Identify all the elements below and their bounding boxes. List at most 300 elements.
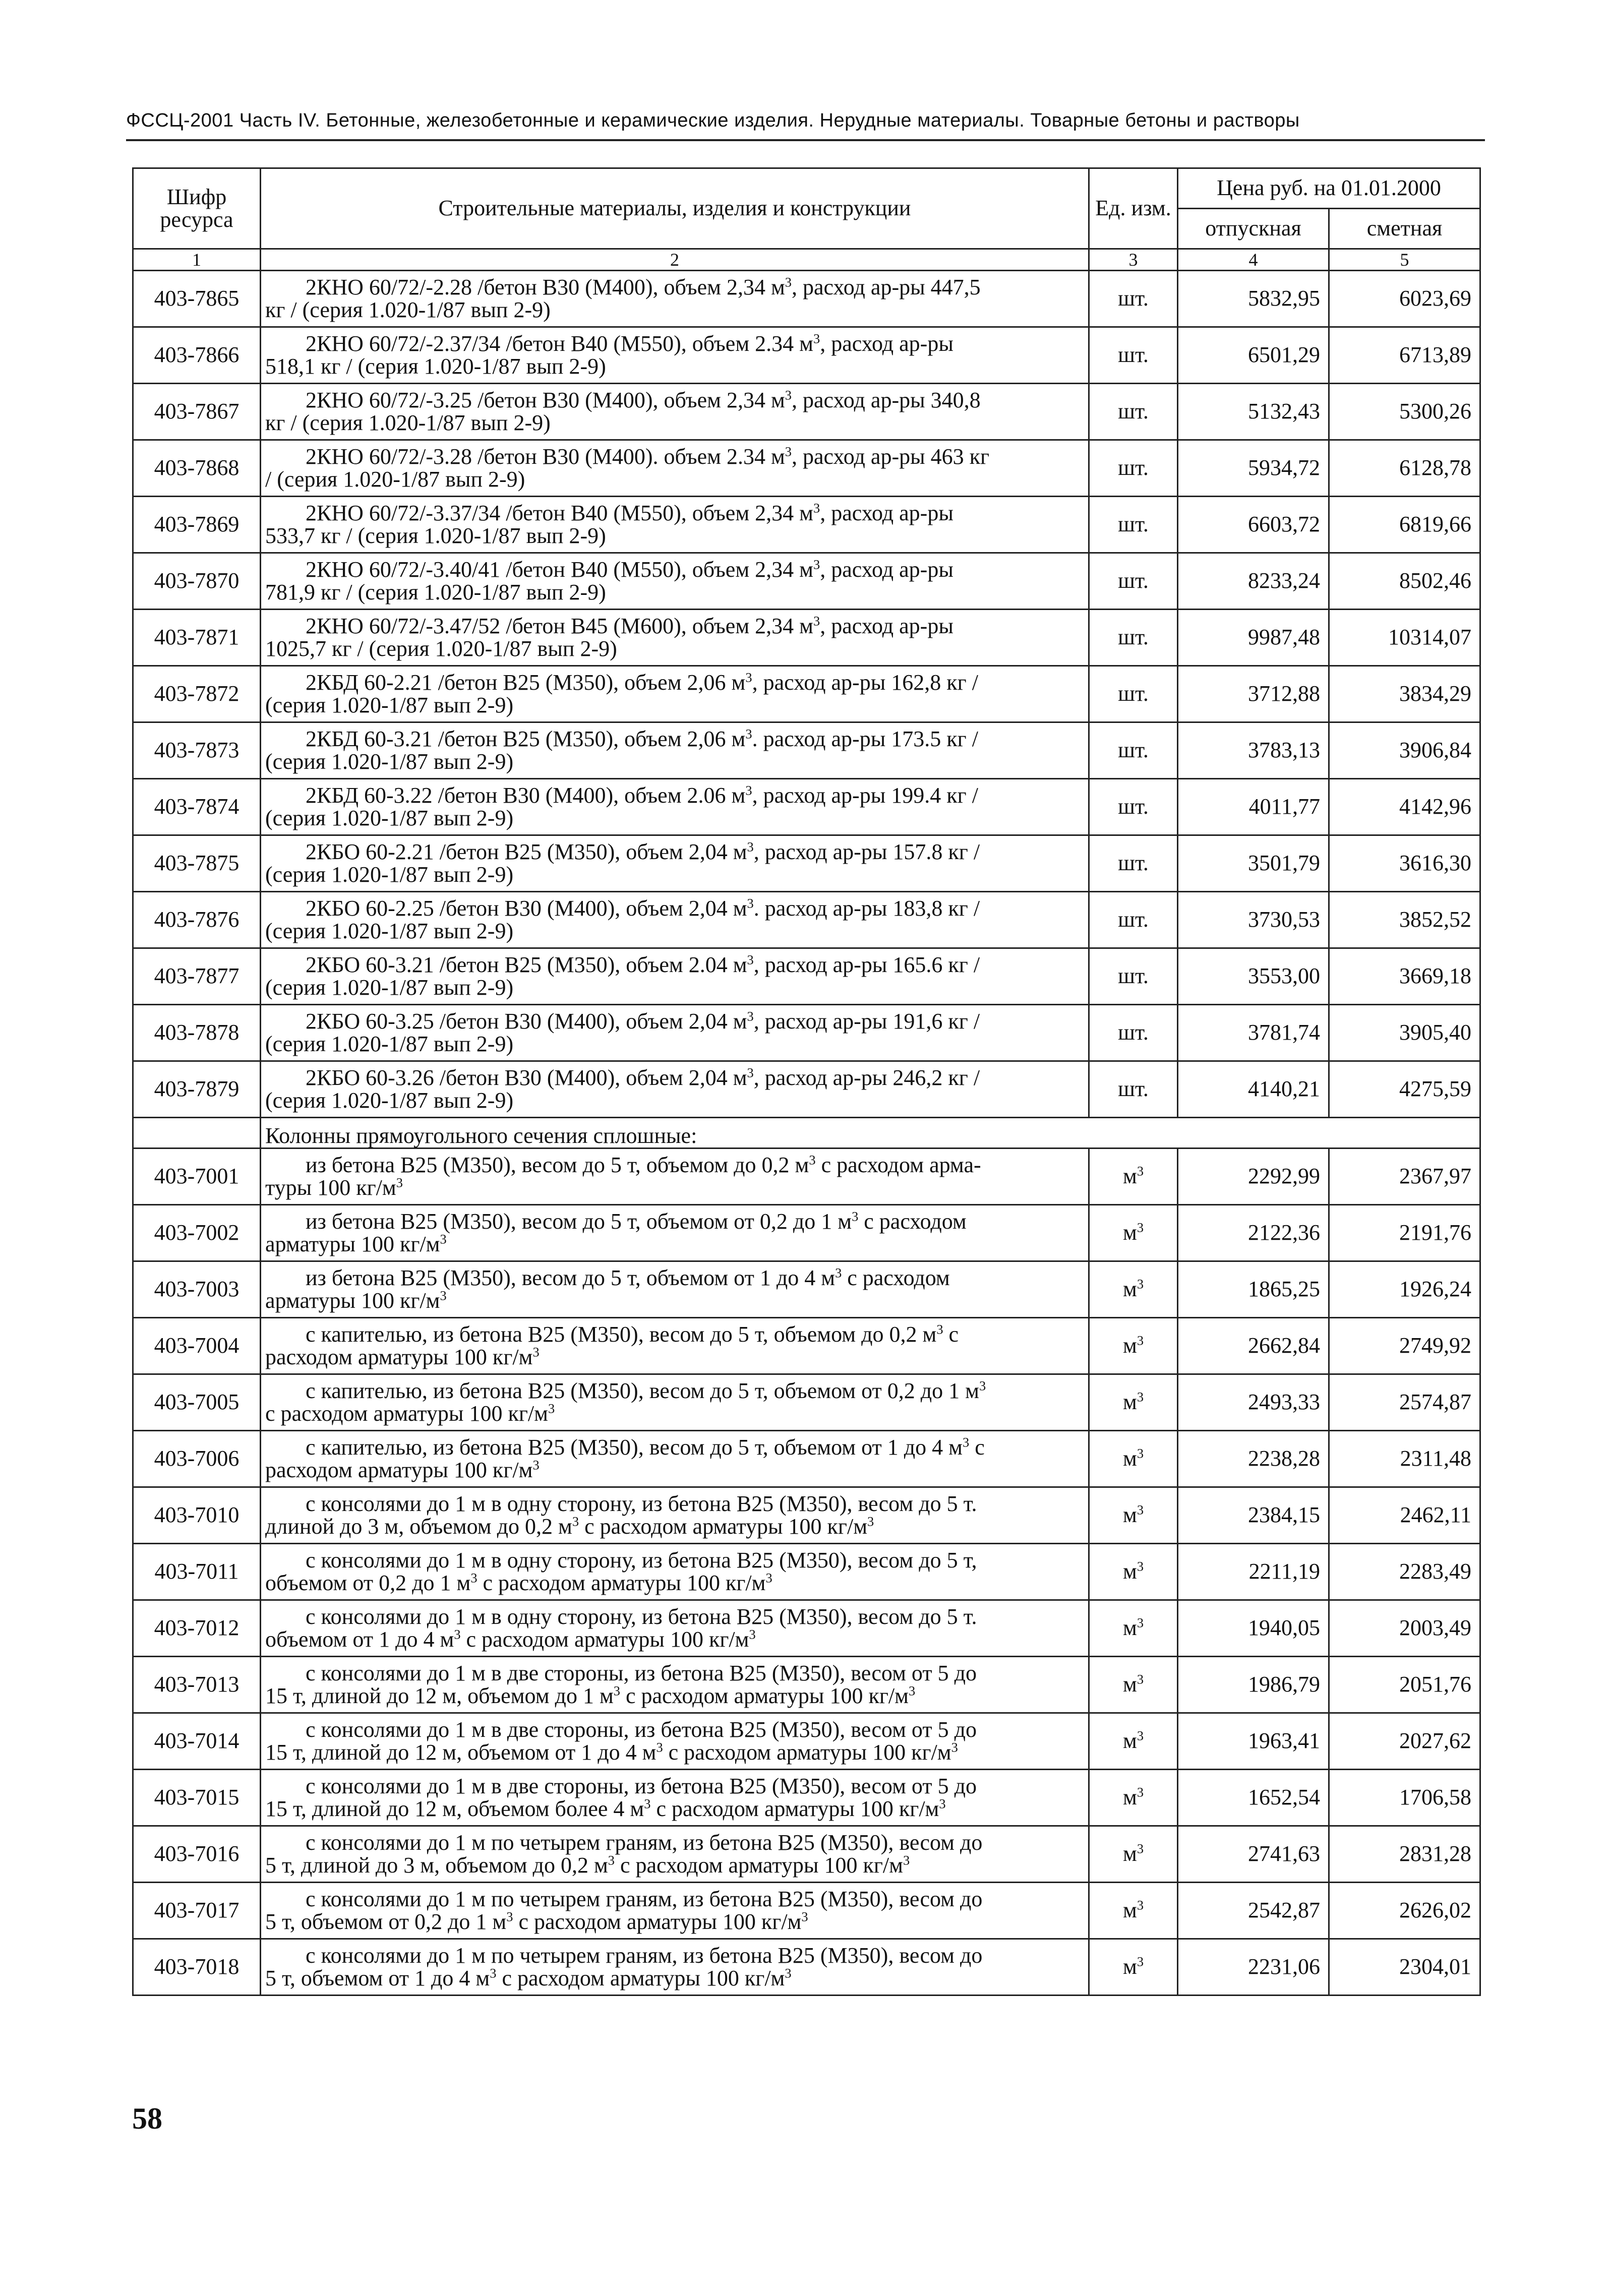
resource-code-text: 403-7004 bbox=[154, 1333, 240, 1358]
estimate-price-value: 3616,30 bbox=[1399, 851, 1471, 876]
unit-of-measure bbox=[1089, 1005, 1178, 1061]
name-text: (серия 1.020-1/87 вып 2-9) bbox=[265, 862, 514, 887]
name-text: 2КНО 60/72/-3.40/41 /бетон В40 (М550), объем 2,34 м bbox=[306, 557, 814, 582]
estimate-price bbox=[1329, 553, 1480, 610]
table-row bbox=[133, 892, 1480, 948]
superscript: 3 bbox=[785, 443, 792, 459]
unit-of-measure bbox=[1089, 1713, 1178, 1770]
estimate-price-value: 2626,02 bbox=[1399, 1898, 1471, 1923]
unit-text: м bbox=[1122, 1954, 1137, 1979]
table-row bbox=[133, 948, 1480, 1005]
unit-of-measure bbox=[1089, 553, 1178, 610]
superscript: 3 bbox=[1137, 1841, 1144, 1856]
name-text: , расход ар-ры 199.4 кг / bbox=[752, 782, 978, 808]
release-price bbox=[1178, 1261, 1329, 1318]
header-code: Шифр ресурса bbox=[133, 168, 261, 249]
unit-of-measure bbox=[1089, 610, 1178, 666]
name-line-1 bbox=[265, 1010, 1082, 1033]
estimate-price-value: 3669,18 bbox=[1399, 963, 1471, 989]
superscript: 3 bbox=[506, 1908, 513, 1924]
release-price bbox=[1178, 271, 1329, 327]
name-text: с расходом bbox=[842, 1265, 950, 1290]
name-text: , расход ар-ры 157.8 кг / bbox=[753, 839, 980, 864]
name-text: , расход ар-ры 340,8 bbox=[792, 387, 981, 412]
column-number: 5 bbox=[1329, 249, 1480, 271]
table-row bbox=[133, 1600, 1480, 1657]
name-text: арматуры 100 кг/м bbox=[265, 1231, 440, 1256]
name-text: , расход ар-ры 246,2 кг / bbox=[753, 1065, 980, 1090]
name-text: 533,7 кг / (серия 1.020-1/87 вып 2-9) bbox=[265, 523, 606, 548]
name-text: с bbox=[969, 1434, 985, 1460]
resource-code bbox=[133, 1005, 261, 1061]
unit-of-measure bbox=[1089, 1544, 1178, 1600]
name-text: (серия 1.020-1/87 вып 2-9) bbox=[265, 749, 514, 774]
superscript: 3 bbox=[908, 1682, 916, 1698]
name-line-1 bbox=[265, 1493, 1082, 1516]
estimate-price bbox=[1329, 1261, 1480, 1318]
table-row bbox=[133, 666, 1480, 722]
estimate-price bbox=[1329, 1883, 1480, 1939]
resource-name bbox=[261, 497, 1089, 553]
resource-name bbox=[261, 1939, 1089, 1996]
release-price bbox=[1178, 1657, 1329, 1713]
release-price-value: 2238,28 bbox=[1248, 1446, 1320, 1471]
unit-text: шт. bbox=[1118, 907, 1149, 932]
name-text: , расход ар-ры 191,6 кг / bbox=[753, 1008, 980, 1034]
unit-of-measure bbox=[1089, 1205, 1178, 1261]
name-line-1 bbox=[265, 1064, 1082, 1090]
name-text: с капителью, из бетона В25 (М350), весом до 5 т, объемом от 1 до 4 м bbox=[306, 1434, 963, 1460]
name-line-1 bbox=[265, 1154, 1082, 1177]
name-text: с консолями до 1 м в две стороны, из бетона В25 (М350), весом от 5 до bbox=[306, 1660, 977, 1685]
superscript: 3 bbox=[979, 1377, 986, 1393]
name-line-1 bbox=[265, 1888, 1082, 1911]
unit-text: шт. bbox=[1118, 738, 1149, 763]
name-line-2 bbox=[265, 920, 1082, 943]
unit-text: м bbox=[1122, 1728, 1137, 1754]
name-text: с консолями до 1 м в одну сторону, из бетона В25 (М350), весом до 5 т, bbox=[306, 1547, 977, 1573]
name-line-2 bbox=[265, 1087, 1082, 1113]
resource-name bbox=[261, 1770, 1089, 1826]
column-number: 3 bbox=[1089, 249, 1178, 271]
resource-code bbox=[133, 1713, 261, 1770]
header-rule bbox=[126, 139, 1485, 141]
estimate-price bbox=[1329, 1939, 1480, 1996]
unit-text: м bbox=[1122, 1898, 1137, 1923]
table-row bbox=[133, 271, 1480, 327]
estimate-price bbox=[1329, 1600, 1480, 1657]
resource-code-text: 403-7872 bbox=[154, 681, 240, 706]
release-price-value: 2741,63 bbox=[1248, 1841, 1320, 1866]
estimate-price bbox=[1329, 1149, 1480, 1205]
release-price-value: 3553,00 bbox=[1248, 963, 1320, 989]
name-text: с консолями до 1 м по четырем граням, из бетона В25 (М350), весом до bbox=[306, 1830, 983, 1855]
page-number: 58 bbox=[132, 2102, 162, 2135]
superscript: 3 bbox=[813, 500, 820, 515]
name-text: . расход ар-ры 173.5 кг / bbox=[752, 726, 978, 751]
name-line-2 bbox=[265, 1033, 1082, 1056]
name-text: с консолями до 1 м по четырем граням, из бетона В25 (М350), весом до bbox=[306, 1886, 983, 1911]
estimate-price-value: 10314,07 bbox=[1388, 625, 1471, 650]
column-number-row bbox=[133, 249, 1480, 271]
table-row bbox=[133, 1005, 1480, 1061]
superscript: 3 bbox=[801, 1908, 808, 1924]
resource-code-text: 403-7013 bbox=[154, 1672, 240, 1697]
name-line-2 bbox=[265, 1400, 1082, 1426]
table-row bbox=[133, 1939, 1480, 1996]
estimate-price bbox=[1329, 1431, 1480, 1487]
estimate-price bbox=[1329, 497, 1480, 553]
estimate-price bbox=[1329, 722, 1480, 779]
name-text: 5 т, объемом от 0,2 до 1 м bbox=[265, 1909, 507, 1934]
estimate-price-value: 6128,78 bbox=[1399, 455, 1471, 480]
resource-name bbox=[261, 1487, 1089, 1544]
name-text: , расход ар-ры bbox=[820, 500, 953, 525]
superscript: 3 bbox=[747, 951, 754, 967]
unit-text: м bbox=[1122, 1841, 1137, 1866]
column-number: 4 bbox=[1178, 249, 1329, 271]
unit-of-measure bbox=[1089, 892, 1178, 948]
name-text: , расход ар-ры 162,8 кг / bbox=[752, 670, 978, 695]
name-text: 2КНО 60/72/-2.28 /бетон В30 (М400), объем 2,34 м bbox=[306, 274, 785, 299]
name-text: 2КБД 60-2.21 /бетон В25 (М350), объем 2,06 м bbox=[306, 670, 746, 695]
superscript: 3 bbox=[1137, 1445, 1144, 1461]
superscript: 3 bbox=[785, 274, 792, 289]
name-text: (серия 1.020-1/87 вып 2-9) bbox=[265, 975, 514, 1000]
table-row bbox=[133, 1883, 1480, 1939]
unit-text: шт. bbox=[1118, 963, 1149, 989]
name-line-1 bbox=[265, 389, 1082, 412]
estimate-price-value: 1926,24 bbox=[1399, 1277, 1471, 1302]
unit-text: м bbox=[1122, 1559, 1137, 1584]
unit-text: шт. bbox=[1118, 625, 1149, 650]
name-text: 781,9 кг / (серия 1.020-1/87 вып 2-9) bbox=[265, 579, 606, 605]
release-price bbox=[1178, 1939, 1329, 1996]
superscript: 3 bbox=[1137, 1728, 1144, 1743]
header-estimate-price: сметная bbox=[1329, 209, 1480, 249]
resource-name bbox=[261, 666, 1089, 722]
superscript: 3 bbox=[813, 613, 820, 628]
estimate-price-value: 2191,76 bbox=[1399, 1220, 1471, 1245]
resource-code bbox=[133, 440, 261, 497]
unit-text: м bbox=[1122, 1333, 1137, 1358]
name-line-2 bbox=[265, 1741, 1082, 1764]
release-price bbox=[1178, 948, 1329, 1005]
resource-code-text: 403-7867 bbox=[154, 399, 240, 424]
release-price bbox=[1178, 1883, 1329, 1939]
release-price-value: 4140,21 bbox=[1248, 1076, 1320, 1102]
estimate-price-value: 8502,46 bbox=[1399, 568, 1471, 593]
superscript: 3 bbox=[809, 1152, 816, 1167]
estimate-price-value: 6819,66 bbox=[1399, 512, 1471, 537]
name-line-1 bbox=[265, 502, 1082, 525]
name-text: с расходом арматуры 100 кг/м bbox=[615, 1852, 903, 1878]
estimate-price-value: 2831,28 bbox=[1399, 1841, 1471, 1866]
estimate-price bbox=[1329, 1374, 1480, 1431]
superscript: 3 bbox=[745, 782, 752, 798]
name-line-1 bbox=[265, 1436, 1082, 1459]
estimate-price-value: 3906,84 bbox=[1399, 738, 1471, 763]
release-price-value: 3730,53 bbox=[1248, 907, 1320, 932]
unit-text: м bbox=[1122, 1220, 1137, 1245]
section-row bbox=[133, 1118, 1480, 1149]
resource-code-text: 403-7878 bbox=[154, 1020, 240, 1045]
name-text: с консолями до 1 м в одну сторону, из бетона В25 (М350), весом до 5 т. bbox=[306, 1604, 977, 1629]
name-line-2 bbox=[265, 299, 1082, 322]
release-price-value: 2231,06 bbox=[1248, 1954, 1320, 1979]
release-price bbox=[1178, 1487, 1329, 1544]
resource-code bbox=[133, 1600, 261, 1657]
resource-name bbox=[261, 1883, 1089, 1939]
superscript: 3 bbox=[470, 1569, 478, 1585]
unit-of-measure bbox=[1089, 1149, 1178, 1205]
resource-name bbox=[261, 553, 1089, 610]
resource-code bbox=[133, 1770, 261, 1826]
name-line-2 bbox=[265, 807, 1082, 830]
superscript: 3 bbox=[440, 1287, 447, 1303]
name-line-2 bbox=[265, 1908, 1082, 1934]
superscript: 3 bbox=[1137, 1502, 1144, 1518]
release-price bbox=[1178, 327, 1329, 384]
release-price bbox=[1178, 1770, 1329, 1826]
name-text: 15 т, длиной до 12 м, объемом более 4 м bbox=[265, 1796, 644, 1821]
unit-text: шт. bbox=[1118, 512, 1149, 537]
unit-of-measure bbox=[1089, 1261, 1178, 1318]
resource-code-text: 403-7871 bbox=[154, 625, 240, 650]
section-title: Колонны прямоугольного сечения сплошные: bbox=[261, 1118, 1480, 1149]
release-price-value: 1986,79 bbox=[1248, 1672, 1320, 1697]
name-text: 5 т, объемом от 1 до 4 м bbox=[265, 1965, 490, 1990]
resource-name bbox=[261, 1713, 1089, 1770]
name-text: 2КБД 60-3.22 /бетон В30 (М400), объем 2.06 м bbox=[306, 782, 746, 808]
release-price-value: 2662,84 bbox=[1248, 1333, 1320, 1358]
name-line-1 bbox=[265, 1606, 1082, 1628]
name-line-2 bbox=[265, 1682, 1082, 1708]
name-line-2 bbox=[265, 1513, 1082, 1539]
resource-name bbox=[261, 1318, 1089, 1374]
name-text: 2КБО 60-2.25 /бетон В30 (М400), объем 2,04 м bbox=[306, 895, 747, 921]
resource-code bbox=[133, 1061, 261, 1118]
resource-name bbox=[261, 1826, 1089, 1883]
table-row bbox=[133, 1261, 1480, 1318]
resource-code-text: 403-7014 bbox=[154, 1728, 240, 1754]
estimate-price-value: 6713,89 bbox=[1399, 342, 1471, 368]
estimate-price bbox=[1329, 1770, 1480, 1826]
resource-code bbox=[133, 1374, 261, 1431]
resource-code bbox=[133, 1939, 261, 1996]
unit-of-measure bbox=[1089, 1883, 1178, 1939]
name-line-1 bbox=[265, 728, 1082, 751]
name-text: с bbox=[943, 1321, 959, 1347]
release-price-value: 6501,29 bbox=[1248, 342, 1320, 368]
superscript: 3 bbox=[1137, 1784, 1144, 1800]
name-text: с расходом арматуры 100 кг/м bbox=[579, 1514, 868, 1539]
superscript: 3 bbox=[608, 1852, 615, 1867]
superscript: 3 bbox=[747, 1064, 754, 1080]
name-line-2 bbox=[265, 1854, 1082, 1877]
unit-of-measure bbox=[1089, 497, 1178, 553]
superscript: 3 bbox=[548, 1400, 555, 1416]
unit-of-measure bbox=[1089, 948, 1178, 1005]
column-number: 2 bbox=[261, 249, 1089, 271]
name-line-2 bbox=[265, 1233, 1082, 1256]
superscript: 3 bbox=[396, 1174, 403, 1190]
release-price bbox=[1178, 1205, 1329, 1261]
name-line-1 bbox=[265, 1208, 1082, 1234]
release-price bbox=[1178, 779, 1329, 835]
resource-code bbox=[133, 1544, 261, 1600]
name-text: 2КБД 60-3.21 /бетон В25 (М350), объем 2,06 м bbox=[306, 726, 746, 751]
resource-name bbox=[261, 722, 1089, 779]
estimate-price-value: 1706,58 bbox=[1399, 1785, 1471, 1810]
name-text: 15 т, длиной до 12 м, объемом до 1 м bbox=[265, 1683, 614, 1708]
release-price bbox=[1178, 1713, 1329, 1770]
name-line-2 bbox=[265, 638, 1082, 660]
release-price-value: 2384,15 bbox=[1248, 1502, 1320, 1528]
name-line-1 bbox=[265, 1719, 1082, 1741]
section-empty-cell bbox=[133, 1118, 261, 1149]
name-line-1 bbox=[265, 951, 1082, 977]
resource-code-text: 403-7010 bbox=[154, 1502, 240, 1528]
name-line-2 bbox=[265, 694, 1082, 717]
superscript: 3 bbox=[454, 1626, 461, 1642]
name-text: с расходом арматуры 100 кг/м bbox=[620, 1683, 909, 1708]
superscript: 3 bbox=[765, 1569, 772, 1585]
name-line-2 bbox=[265, 1459, 1082, 1482]
unit-of-measure bbox=[1089, 1374, 1178, 1431]
name-line-1 bbox=[265, 784, 1082, 807]
resource-code-text: 403-7869 bbox=[154, 512, 240, 537]
estimate-price bbox=[1329, 835, 1480, 892]
name-line-1 bbox=[265, 276, 1082, 299]
unit-text: шт. bbox=[1118, 1076, 1149, 1102]
superscript: 3 bbox=[644, 1795, 651, 1811]
resource-code-text: 403-7868 bbox=[154, 455, 240, 480]
name-text: 2КБО 60-3.26 /бетон В30 (М400), объем 2,04 м bbox=[306, 1065, 747, 1090]
name-line-1 bbox=[265, 1377, 1082, 1403]
release-price-value: 5934,72 bbox=[1248, 455, 1320, 480]
superscript: 3 bbox=[903, 1852, 910, 1867]
resource-code-text: 403-7011 bbox=[154, 1559, 239, 1584]
name-text: из бетона В25 (М350), весом до 5 т, объемом от 1 до 4 м bbox=[306, 1265, 836, 1290]
name-text: кг / (серия 1.020-1/87 вып 2-9) bbox=[265, 410, 551, 435]
table-row bbox=[133, 1149, 1480, 1205]
estimate-price-value: 3834,29 bbox=[1399, 681, 1471, 706]
price-table bbox=[132, 167, 1481, 1996]
unit-of-measure bbox=[1089, 271, 1178, 327]
unit-text: шт. bbox=[1118, 681, 1149, 706]
unit-text: м bbox=[1122, 1615, 1137, 1641]
name-text: туры 100 кг/м bbox=[265, 1175, 396, 1200]
release-price bbox=[1178, 1318, 1329, 1374]
resource-code bbox=[133, 1657, 261, 1713]
release-price bbox=[1178, 1544, 1329, 1600]
table-row bbox=[133, 1713, 1480, 1770]
name-text: длиной до 3 м, объемом до 0,2 м bbox=[265, 1514, 572, 1539]
release-price bbox=[1178, 384, 1329, 440]
superscript: 3 bbox=[572, 1513, 579, 1529]
resource-name bbox=[261, 271, 1089, 327]
name-text: арматуры 100 кг/м bbox=[265, 1288, 440, 1313]
release-price bbox=[1178, 1005, 1329, 1061]
name-line-1 bbox=[265, 1832, 1082, 1854]
name-text: кг / (серия 1.020-1/87 вып 2-9) bbox=[265, 297, 551, 322]
release-price-value: 4011,77 bbox=[1248, 794, 1320, 819]
name-text: с консолями до 1 м по четырем граням, из бетона В25 (М350), весом до bbox=[306, 1943, 983, 1968]
estimate-price-value: 2051,76 bbox=[1399, 1672, 1471, 1697]
resource-name bbox=[261, 1205, 1089, 1261]
name-line-1 bbox=[265, 1549, 1082, 1572]
unit-of-measure bbox=[1089, 1061, 1178, 1118]
resource-code-text: 403-7018 bbox=[154, 1954, 240, 1979]
estimate-price-value: 2027,62 bbox=[1399, 1728, 1471, 1754]
estimate-price-value: 6023,69 bbox=[1399, 286, 1471, 311]
superscript: 3 bbox=[1137, 1954, 1144, 1969]
name-text: с расходом арматуры 100 кг/м bbox=[496, 1965, 785, 1990]
unit-text: шт. bbox=[1118, 399, 1149, 424]
superscript: 3 bbox=[1137, 1276, 1144, 1292]
unit-of-measure bbox=[1089, 1657, 1178, 1713]
estimate-price-value: 2003,49 bbox=[1399, 1615, 1471, 1641]
table-row bbox=[133, 1205, 1480, 1261]
unit-text: м bbox=[1122, 1446, 1137, 1471]
release-price-value: 2211,19 bbox=[1248, 1559, 1320, 1584]
unit-text: шт. bbox=[1118, 455, 1149, 480]
estimate-price-value: 2283,49 bbox=[1399, 1559, 1471, 1584]
name-text: (серия 1.020-1/87 вып 2-9) bbox=[265, 1031, 514, 1056]
resource-code-text: 403-7015 bbox=[154, 1785, 240, 1810]
name-text: (серия 1.020-1/87 вып 2-9) bbox=[265, 805, 514, 830]
resource-code-text: 403-7012 bbox=[154, 1615, 240, 1641]
resource-code-text: 403-7877 bbox=[154, 963, 240, 989]
name-text: объемом от 1 до 4 м bbox=[265, 1626, 454, 1652]
estimate-price bbox=[1329, 1487, 1480, 1544]
estimate-price bbox=[1329, 440, 1480, 497]
release-price-value: 2292,99 bbox=[1248, 1164, 1320, 1189]
resource-code-text: 403-7866 bbox=[154, 342, 240, 368]
superscript: 3 bbox=[936, 1321, 943, 1337]
column-number: 1 bbox=[133, 249, 261, 271]
resource-code-text: 403-7016 bbox=[154, 1841, 240, 1866]
name-line-1 bbox=[265, 1662, 1082, 1685]
superscript: 3 bbox=[951, 1739, 958, 1755]
superscript: 3 bbox=[1137, 1615, 1144, 1630]
release-price bbox=[1178, 1061, 1329, 1118]
unit-text: м bbox=[1122, 1502, 1137, 1528]
unit-of-measure bbox=[1089, 1826, 1178, 1883]
name-text: 2КНО 60/72/-3.37/34 /бетон В40 (М550), объем 2,34 м bbox=[306, 500, 814, 525]
estimate-price bbox=[1329, 666, 1480, 722]
name-text: 2КНО 60/72/-3.25 /бетон В30 (М400), объем 2,34 м bbox=[306, 387, 785, 412]
resource-name bbox=[261, 948, 1089, 1005]
name-text: , расход ар-ры bbox=[820, 557, 953, 582]
resource-name bbox=[261, 440, 1089, 497]
name-text: 2КНО 60/72/-2.37/34 /бетон В40 (М550), объем 2.34 м bbox=[306, 331, 814, 356]
estimate-price bbox=[1329, 779, 1480, 835]
unit-of-measure bbox=[1089, 666, 1178, 722]
release-price bbox=[1178, 610, 1329, 666]
release-price bbox=[1178, 666, 1329, 722]
release-price bbox=[1178, 835, 1329, 892]
name-line-2 bbox=[265, 468, 1082, 491]
resource-code bbox=[133, 892, 261, 948]
resource-name bbox=[261, 779, 1089, 835]
name-line-2 bbox=[265, 1967, 1082, 1990]
resource-code bbox=[133, 1318, 261, 1374]
release-price-value: 5132,43 bbox=[1248, 399, 1320, 424]
release-price-value: 3783,13 bbox=[1248, 738, 1320, 763]
name-line-2 bbox=[265, 1795, 1082, 1821]
